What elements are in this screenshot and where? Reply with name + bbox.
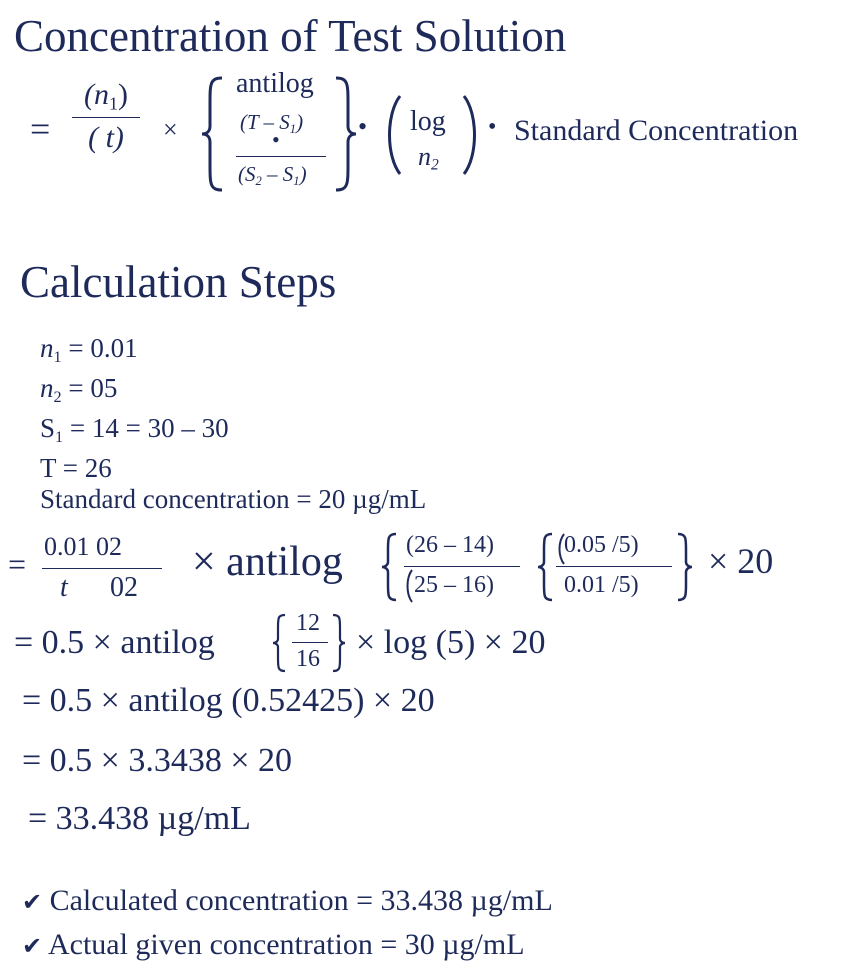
calc-line2-bar [292, 642, 328, 643]
result-actual [22, 928, 525, 962]
line2-right-brace-icon [330, 612, 348, 674]
result-actual-text: Actual given concentration = 30 µg/mL [47, 928, 525, 961]
given-values-list [40, 333, 426, 515]
calc-line2-den: 16 [296, 646, 320, 672]
times-sign: × [163, 115, 178, 144]
n2-label [418, 142, 439, 175]
calc-line4: = 0.5 × 3.3438 × 20 [22, 742, 293, 779]
calc-line5: = 33.438 µg/mL [28, 800, 251, 837]
calc-f2-den: 25 – 16) [414, 572, 494, 598]
s2-text: (S [238, 162, 256, 186]
fraction-bar [72, 117, 140, 118]
dot-operator-2: • [488, 114, 497, 140]
t-minus-s1-close: ) [296, 110, 304, 134]
given-t [40, 453, 426, 484]
right-paren-icon [460, 92, 482, 178]
s1-subscript-2: 1 [293, 173, 300, 188]
calc-f2-paren-icon [404, 568, 414, 604]
dot-symbol: • [272, 127, 280, 152]
calc-equals: = [8, 546, 27, 582]
given-t-var: T [40, 452, 57, 483]
given-s1-var: S [40, 412, 56, 443]
n1-label: (n [84, 78, 109, 111]
given-s1-sub: 1 [55, 427, 64, 446]
given-s1-value: = 14 = 30 – 30 [63, 412, 229, 443]
calc-f2-num: (26 – 14) [406, 532, 494, 558]
n1-close: ) [118, 78, 128, 111]
n2-text: n [418, 142, 431, 171]
given-standard [40, 484, 426, 515]
given-t-value: = 26 [56, 452, 112, 483]
equals-sign: = [30, 109, 51, 149]
result-calculated-text: Calculated concentration = 33.438 µg/mL [49, 884, 553, 917]
s1-subscript: 1 [289, 121, 297, 136]
calc-f1-den-2: 02 [110, 572, 138, 603]
given-n1 [40, 333, 426, 373]
log-label: log [410, 106, 446, 137]
given-n2 [40, 373, 426, 413]
given-n1-var: n [40, 333, 54, 363]
s2-subscript: 2 [255, 173, 262, 188]
formula-fraction-n1-t [72, 78, 140, 156]
calc-right-brace-icon [674, 530, 696, 604]
given-s1 [40, 413, 426, 453]
n1-subscript: 1 [109, 93, 118, 114]
calc-line2-a: = 0.5 × antilog [14, 624, 215, 661]
n2-subscript: 2 [431, 156, 439, 174]
result-calculated [22, 884, 553, 918]
calc-f1-bar [42, 568, 162, 569]
given-n1-sub: 1 [53, 347, 62, 366]
calc-left-brace-icon [378, 530, 400, 604]
given-standard-text: Standard concentration = 20 µg/mL [40, 483, 427, 514]
right-brace-icon [330, 74, 360, 194]
calc-f3-num: 0.05 /5) [564, 532, 639, 558]
s2-close: ) [299, 162, 307, 186]
left-brace-icon [198, 74, 228, 194]
calc-times-antilog: × antilog [192, 539, 343, 585]
calc-mid-brace-icon [534, 530, 556, 604]
calc-line2-b: × log (5) × 20 [356, 624, 546, 661]
standard-concentration-label: Standard Concentration [514, 114, 799, 147]
antilog-label: antilog [236, 68, 314, 99]
given-n1-value: = 0.01 [61, 333, 138, 363]
minus-s1-text: – S [261, 162, 294, 186]
calc-f3-den: 0.01 /5) [564, 572, 639, 598]
calc-line2-num: 12 [296, 610, 320, 636]
line2-left-brace-icon [270, 612, 288, 674]
dot-operator: • [358, 112, 368, 141]
antilog-fraction-bar [236, 156, 326, 157]
check-icon: ✔ [22, 888, 43, 916]
given-n2-var: n [40, 372, 54, 403]
t-minus-s1-text: (T – S [240, 110, 290, 134]
left-paren-icon [382, 92, 404, 178]
calc-f2-bar [404, 566, 520, 567]
check-icon: ✔ [22, 932, 43, 960]
formula-title: Concentration of Test Solution [14, 11, 567, 61]
given-n2-value: = 05 [61, 372, 118, 403]
calc-line3: = 0.5 × antilog (0.52425) × 20 [22, 682, 435, 719]
steps-title: Calculation Steps [20, 257, 337, 307]
calc-f3-bar [556, 566, 672, 567]
t-label: ( t) [88, 121, 124, 155]
calc-f1-num: 0.01 02 [44, 532, 122, 561]
s2-minus-s1 [238, 162, 307, 189]
calc-times-20: × 20 [708, 541, 774, 581]
given-n2-sub: 2 [53, 387, 62, 406]
calc-f1-den-t: t [60, 572, 68, 603]
